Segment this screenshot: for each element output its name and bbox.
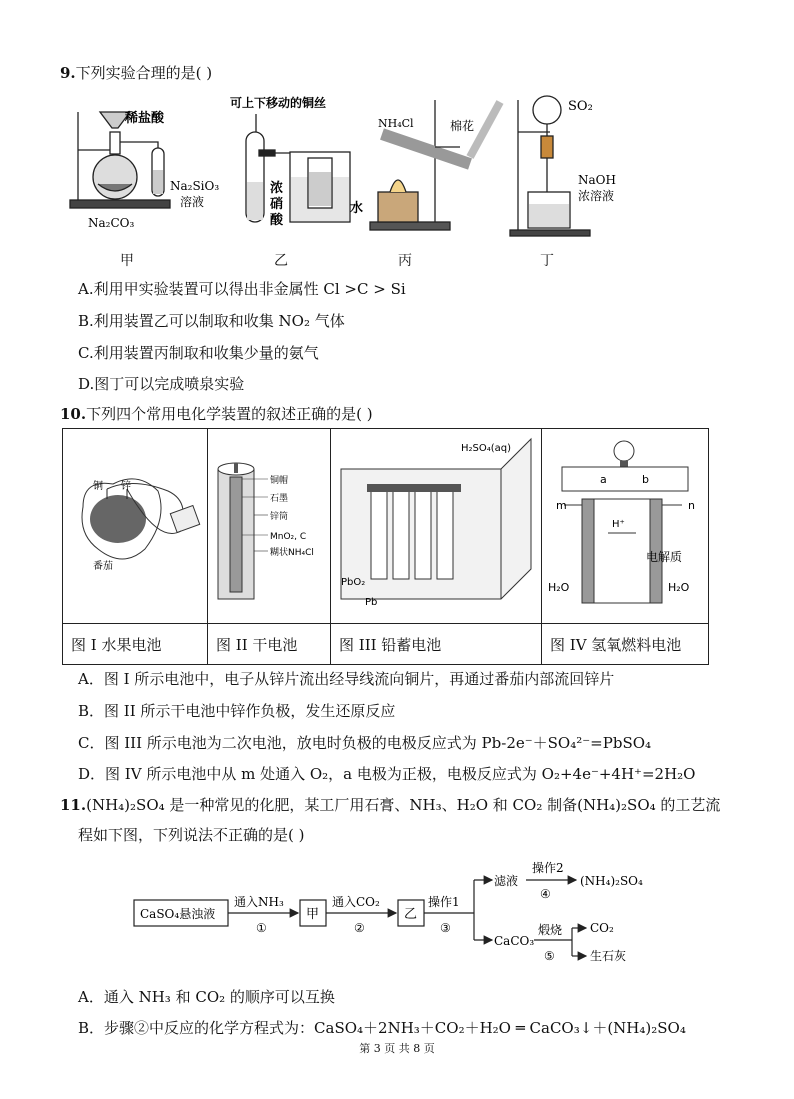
dry-battery-drawing bbox=[208, 429, 330, 619]
flow-jia: 甲 bbox=[306, 907, 320, 922]
caption-yi: 乙 bbox=[274, 253, 288, 269]
caption-bing: 丙 bbox=[398, 253, 412, 269]
fuel-n-label: n bbox=[688, 499, 695, 512]
bing-reagent-label: NH₄Cl bbox=[378, 117, 414, 130]
flow-step5-num: ⑤ bbox=[544, 949, 555, 963]
fuel-h2o-left: H₂O bbox=[548, 581, 570, 594]
lead-acid-label: H₂SO₄(aq) bbox=[461, 443, 512, 454]
flow-co2: CO₂ bbox=[590, 921, 614, 935]
fruit-battery-drawing bbox=[63, 429, 207, 619]
q11-stem-line1: 11.(NH₄)₂SO₄ 是一种常见的化肥，某工厂用石膏、NH₃、H₂O 和 CO₂ 制备(NH₄)₂SO₄ 的工艺流 bbox=[60, 796, 721, 814]
q11-option-a: A．通入 NH₃ 和 CO₂ 的顺序可以互换 bbox=[78, 988, 335, 1006]
flow-filtrate: 滤液 bbox=[494, 874, 519, 888]
jia-solution2-label: 溶液 bbox=[180, 195, 205, 209]
q11-process-flow bbox=[130, 860, 670, 980]
flow-step3-num: ③ bbox=[440, 921, 451, 935]
fig-fuel-cell bbox=[542, 429, 709, 624]
flow-yi: 乙 bbox=[404, 907, 418, 922]
yi-wire-label: 可上下移动的铜丝 bbox=[230, 96, 327, 110]
q10-option-b: B．图 II 所示干电池中锌作负极，发生还原反应 bbox=[78, 702, 396, 720]
fuel-m-label: m bbox=[556, 499, 567, 512]
jia-solid-label: Na₂CO₃ bbox=[88, 216, 135, 230]
lead-pb-label: Pb bbox=[365, 597, 378, 608]
q10-option-c: C．图 III 所示电池为二次电池，放电时负极的电极反应式为 Pb-2e⁻＋SO₄²⁻=PbSO₄ bbox=[78, 734, 652, 752]
dry-label-3: 锌筒 bbox=[270, 512, 289, 522]
q9-option-a: A.利用甲实验装置可以得出非金属性 Cl >C > Si bbox=[78, 280, 406, 298]
q10-option-d: D．图 IV 所示电池中从 m 处通入 O₂，a 电极为正极，电极反应式为 O₂+4e⁻+4H⁺=2H₂O bbox=[78, 765, 696, 783]
dry-label-5: 糊状NH₄Cl bbox=[270, 548, 314, 558]
caption-fig3: 图 III 铅蓄电池 bbox=[331, 624, 542, 665]
q11-stem-line2: 程如下图，下列说法不正确的是( ) bbox=[78, 826, 305, 844]
fuel-b-label: b bbox=[642, 473, 649, 486]
flow-step5-label: 煅烧 bbox=[538, 923, 563, 937]
ding-gas-label: SO₂ bbox=[568, 99, 593, 114]
yi-acid3: 酸 bbox=[270, 213, 284, 228]
flow-caco3: CaCO₃ bbox=[494, 934, 535, 948]
fig-fruit-cell bbox=[63, 429, 208, 624]
jia-solution1-label: Na₂SiO₃ bbox=[170, 179, 220, 193]
caption-jia: 甲 bbox=[120, 253, 134, 269]
flow-step4-num: ④ bbox=[540, 887, 551, 901]
flow-step2-num: ② bbox=[354, 921, 365, 935]
apparatus-ding bbox=[510, 96, 590, 236]
fuel-battery-drawing bbox=[542, 429, 708, 619]
fig-lead-cell bbox=[331, 429, 542, 624]
ding-base1: NaOH bbox=[578, 173, 616, 187]
fuel-electrolyte-label: 电解质 bbox=[646, 550, 683, 564]
q10-battery-table bbox=[62, 428, 709, 665]
yi-acid2: 硝 bbox=[270, 197, 284, 212]
lead-battery-drawing bbox=[331, 429, 541, 619]
fig-dry-cell bbox=[208, 429, 331, 624]
q10-stem: 10.下列四个常用电化学装置的叙述正确的是( ) bbox=[60, 405, 373, 423]
fuel-h2o-right: H₂O bbox=[668, 581, 690, 594]
dry-label-2: 石墨 bbox=[270, 494, 289, 504]
flow-step1-num: ① bbox=[256, 921, 267, 935]
fuel-h-label: H⁺ bbox=[612, 519, 625, 530]
apparatus-jia bbox=[70, 112, 170, 208]
caption-fig1: 图 I 水果电池 bbox=[63, 624, 208, 665]
fruit-zn-label: 锌 bbox=[121, 481, 131, 492]
yi-water-label: 水 bbox=[350, 201, 364, 216]
q9-option-c: C.利用装置丙制取和收集少量的氨气 bbox=[78, 344, 319, 362]
yi-acid1: 浓 bbox=[270, 181, 284, 196]
ding-base2: 浓溶液 bbox=[578, 189, 615, 203]
fuel-a-label: a bbox=[600, 473, 607, 486]
q10-option-a: A．图 I 所示电池中，电子从锌片流出经导线流向铜片，再通过番茄内部流回锌片 bbox=[78, 670, 615, 688]
q11-option-b: B．步骤②中反应的化学方程式为：CaSO₄＋2NH₃＋CO₂＋H₂O ═ CaCO₃↓＋(NH₄)₂SO₄ bbox=[78, 1019, 686, 1037]
page-footer: 第 3 页 共 8 页 bbox=[359, 1042, 435, 1055]
flow-step1-label: 通入NH₃ bbox=[234, 895, 284, 909]
caption-ding: 丁 bbox=[540, 253, 554, 269]
q9-apparatus-figure bbox=[60, 92, 680, 242]
jia-acid-label: 稀盐酸 bbox=[125, 111, 165, 126]
lead-pbo2-label: PbO₂ bbox=[341, 577, 366, 588]
flow-step4-label: 操作2 bbox=[532, 861, 564, 875]
bing-cotton-label: 棉花 bbox=[450, 119, 475, 133]
flow-lime: 生石灰 bbox=[590, 949, 627, 963]
fruit-cu-label: 铜 bbox=[93, 481, 103, 492]
caption-fig2: 图 II 干电池 bbox=[208, 624, 331, 665]
apparatus-yi bbox=[246, 114, 350, 222]
flow-step2-label: 通入CO₂ bbox=[332, 895, 380, 909]
flow-start: CaSO₄悬浊液 bbox=[140, 907, 216, 921]
q9-option-d: D.图丁可以完成喷泉实验 bbox=[78, 375, 245, 393]
caption-fig4: 图 IV 氢氧燃料电池 bbox=[542, 624, 709, 665]
flow-product1: (NH₄)₂SO₄ bbox=[580, 874, 643, 888]
q9-option-b: B.利用装置乙可以制取和收集 NO₂ 气体 bbox=[78, 312, 345, 330]
q9-stem: 9.下列实验合理的是( ) bbox=[60, 64, 213, 82]
flow-step3-label: 操作1 bbox=[428, 895, 460, 909]
dry-label-1: 铜帽 bbox=[270, 476, 289, 486]
fruit-tomato-label: 番茄 bbox=[93, 561, 113, 572]
dry-label-4: MnO₂, C bbox=[270, 532, 307, 542]
